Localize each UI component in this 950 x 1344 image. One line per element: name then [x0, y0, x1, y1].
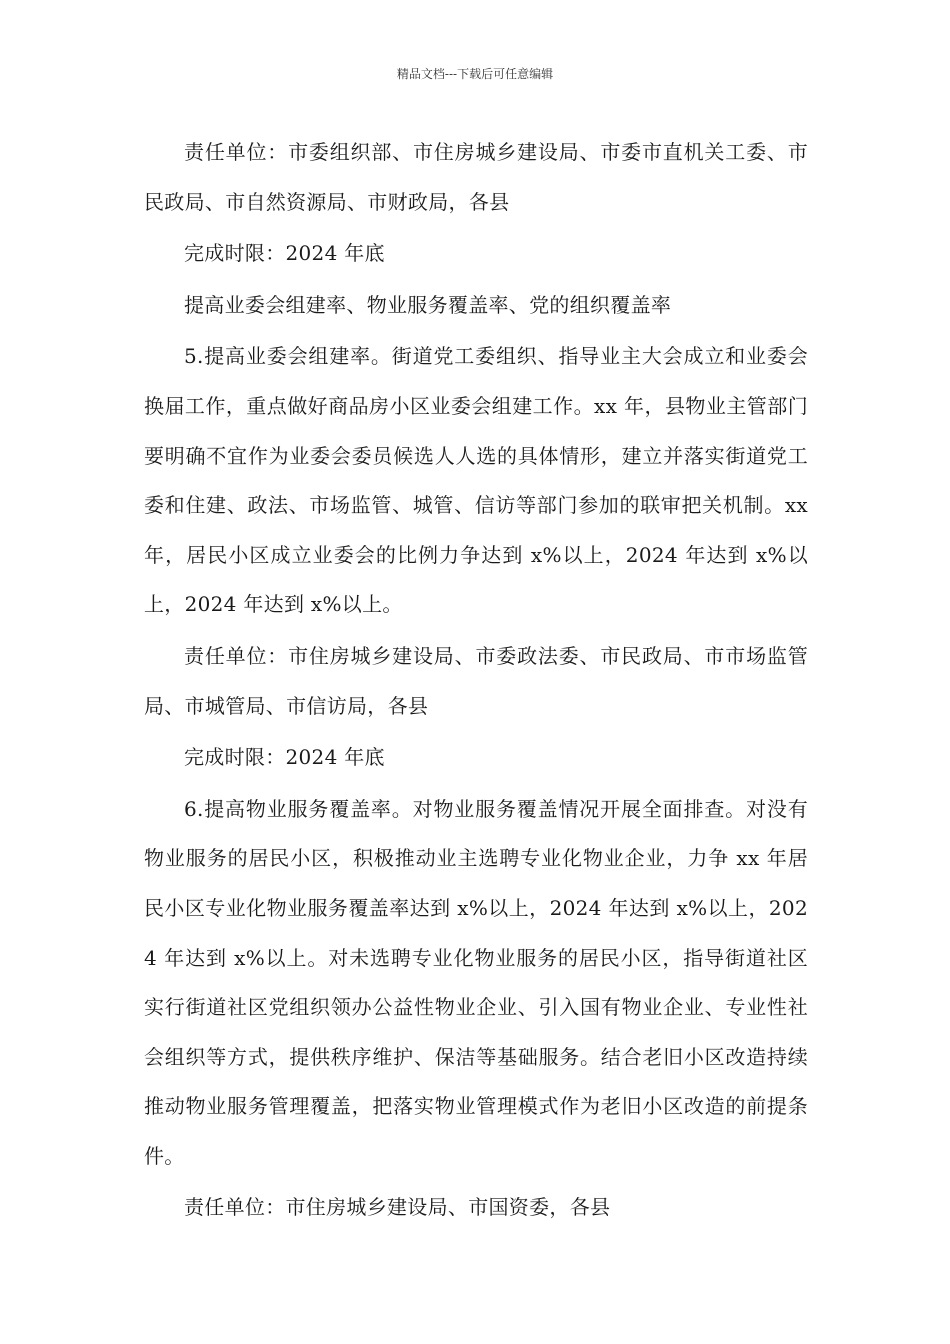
page-header: 精品文档---下载后可任意编辑	[396, 67, 554, 81]
paragraph-item-5: 5.提高业委会组建率。街道党工委组织、指导业主大会成立和业委会换届工作，重点做好商品房小区业委会组建工作。xx 年，县物业主管部门要明确不宜作为业委会委员候选人人选的具体情形，建立并落实街道党工委和住建、政法、市场监管、城管、信访等部门参加的联审把关机制。xx 年，居民小区成立业委会的比例力争达到 x%以上，2024 年达到 x%以上，2024 年达到 x%以上。	[144, 344, 808, 617]
paragraph-section-heading: 提高业委会组建率、物业服务覆盖率、党的组织覆盖率	[184, 292, 672, 317]
paragraph-deadline-2: 完成时限：2024 年底	[184, 745, 385, 770]
paragraph-responsible-units-2: 责任单位：市住房城乡建设局、市委政法委、市民政局、市市场监管局、市城管局、市信访局，各县	[144, 643, 808, 718]
paragraph-deadline-1: 完成时限：2024 年底	[184, 241, 385, 266]
paragraph-responsible-units-1: 责任单位：市委组织部、市住房城乡建设局、市委市直机关工委、市民政局、市自然资源局、市财政局，各县	[144, 140, 808, 214]
paragraph-responsible-units-3: 责任单位：市住房城乡建设局、市国资委，各县	[184, 1195, 611, 1220]
document-body	[144, 128, 808, 1235]
paragraph-item-6: 6.提高物业服务覆盖率。对物业服务覆盖情况开展全面排查。对没有物业服务的居民小区，积极推动业主选聘专业化物业企业，力争 xx 年居民小区专业化物业服务覆盖率达到 x%以上，2024 年达到 x%以上，2024 年达到 x%以上。对未选聘专业化物业服务的居民小区，指导街道社区实行街道社区党组织领办公益性物业企业、引入国有物业企业、专业性社会组织等方式，提供秩序维护、保洁等基础服务。结合老旧小区改造持续推动物业服务管理覆盖，把落实物业管理模式作为老旧小区改造的前提条件。	[144, 796, 808, 1168]
